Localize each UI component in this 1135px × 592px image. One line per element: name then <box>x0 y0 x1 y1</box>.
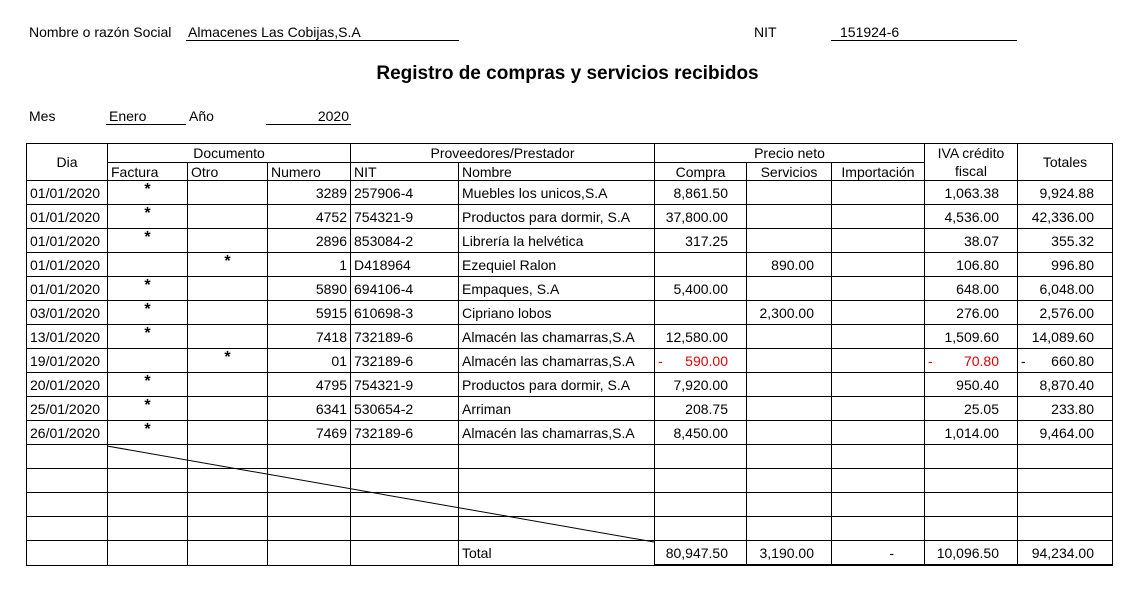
cell-total: 9,464.00 <box>1018 421 1113 445</box>
cell-importacion <box>832 349 925 373</box>
cell-servicios <box>747 349 832 373</box>
nit-underline <box>831 40 1017 41</box>
totals-label: Total <box>459 541 655 566</box>
cell-importacion <box>832 229 925 253</box>
negative-value: 660.80 <box>1051 352 1094 369</box>
cell-otro <box>188 325 268 349</box>
table-row <box>27 397 1113 421</box>
cell-total: 14,089.60 <box>1018 325 1113 349</box>
negative-sign: - <box>1021 352 1026 369</box>
month-underline <box>106 124 186 125</box>
cell-dia: 01/01/2020 <box>27 181 108 205</box>
cell-importacion <box>832 373 925 397</box>
cell-nombre: Muebles los unicos,S.A <box>459 181 655 205</box>
cell-nombre: Ezequiel Ralon <box>459 253 655 277</box>
cell-otro <box>188 373 268 397</box>
cell-servicios <box>747 205 832 229</box>
col-nombre-header: Nombre <box>459 163 655 181</box>
table-row <box>27 253 1113 277</box>
cell-numero: 01 <box>268 349 351 373</box>
cell-otro <box>188 301 268 325</box>
negative-value: 590.00 <box>685 352 728 369</box>
cell-nit: 530654-2 <box>351 397 459 421</box>
cell-nit: 257906-4 <box>351 181 459 205</box>
table-row-credit-note <box>27 349 1113 373</box>
cell-otro <box>188 277 268 301</box>
cell-total: 8,870.40 <box>1018 373 1113 397</box>
cell-dia: 13/01/2020 <box>27 325 108 349</box>
year-value: 2020 <box>317 108 349 124</box>
cell-factura: * <box>108 421 188 445</box>
totals-row <box>27 541 1113 566</box>
cell-servicios <box>747 229 832 253</box>
cell-otro <box>188 229 268 253</box>
negative-sign: - <box>928 352 933 369</box>
cell-dia: 20/01/2020 <box>27 373 108 397</box>
cell-iva: 950.40 <box>925 373 1018 397</box>
month-value: Enero <box>109 108 147 124</box>
cell-factura: * <box>108 325 188 349</box>
cell-nombre: Productos para dormir, S.A <box>459 373 655 397</box>
cell-total: 996.80 <box>1018 253 1113 277</box>
cell-iva: 4,536.00 <box>925 205 1018 229</box>
cell-importacion <box>832 277 925 301</box>
cell-factura: * <box>108 397 188 421</box>
cell-nombre: Almacén las chamarras,S.A <box>459 349 655 373</box>
cell-otro <box>188 421 268 445</box>
cell-numero: 6341 <box>268 397 351 421</box>
cell-iva: 38.07 <box>925 229 1018 253</box>
col-otro-header: Otro <box>188 163 268 181</box>
cell-numero: 7469 <box>268 421 351 445</box>
cell-factura: * <box>108 373 188 397</box>
table-row <box>27 325 1113 349</box>
cell-nombre: Cipriano lobos <box>459 301 655 325</box>
col-precio-neto-header: Precio neto <box>655 144 925 163</box>
month-label: Mes <box>29 108 56 124</box>
cell-total: 355.32 <box>1018 229 1113 253</box>
cell-servicios <box>747 397 832 421</box>
cell-nit: 694106-4 <box>351 277 459 301</box>
cell-dia: 25/01/2020 <box>27 397 108 421</box>
cell-importacion <box>832 325 925 349</box>
cell-servicios: 2,300.00 <box>747 301 832 325</box>
cell-nit: 732189-6 <box>351 349 459 373</box>
cell-otro: * <box>188 253 268 277</box>
cell-compra: 5,400.00 <box>655 277 747 301</box>
company-underline <box>186 40 459 41</box>
cell-compra <box>655 349 747 373</box>
table-row <box>27 205 1113 229</box>
cell-dia: 26/01/2020 <box>27 421 108 445</box>
cell-numero: 1 <box>268 253 351 277</box>
cell-dia: 01/01/2020 <box>27 205 108 229</box>
page-title: Registro de compras y servicios recibidos <box>376 63 759 84</box>
company-value: Almacenes Las Cobijas,S.A <box>188 24 361 40</box>
cell-iva: 1,509.60 <box>925 325 1018 349</box>
cell-nit: 610698-3 <box>351 301 459 325</box>
cell-numero: 7418 <box>268 325 351 349</box>
col-nit-header: NIT <box>351 163 459 181</box>
table-row <box>27 229 1113 253</box>
cell-servicios <box>747 325 832 349</box>
cell-nombre: Almacén las chamarras,S.A <box>459 421 655 445</box>
empty-row <box>27 493 1113 517</box>
cell-compra: 317.25 <box>655 229 747 253</box>
cell-servicios <box>747 373 832 397</box>
col-numero-header: Numero <box>268 163 351 181</box>
negative-sign: - <box>658 352 663 369</box>
cell-nombre: Librería la helvética <box>459 229 655 253</box>
col-iva-header: IVA crédito fiscal <box>925 144 1018 181</box>
col-documento-header: Documento <box>108 144 351 163</box>
cell-importacion <box>832 181 925 205</box>
col-servicios-header: Servicios <box>747 163 832 181</box>
cell-servicios <box>747 181 832 205</box>
year-underline <box>266 124 351 125</box>
negative-value: 70.80 <box>963 352 999 369</box>
cell-nombre: Arriman <box>459 397 655 421</box>
col-proveedores-header: Proveedores/Prestador <box>351 144 655 163</box>
cell-otro: * <box>188 349 268 373</box>
cell-servicios <box>747 277 832 301</box>
cell-importacion <box>832 253 925 277</box>
cell-importacion <box>832 421 925 445</box>
cell-compra: 8,861.50 <box>655 181 747 205</box>
cell-total: 42,336.00 <box>1018 205 1113 229</box>
cell-numero: 4752 <box>268 205 351 229</box>
cell-numero: 2896 <box>268 229 351 253</box>
table-row <box>27 181 1113 205</box>
cell-dia: 03/01/2020 <box>27 301 108 325</box>
total-compra: 80,947.50 <box>655 541 747 566</box>
cell-iva: 1,014.00 <box>925 421 1018 445</box>
cell-nit: 732189-6 <box>351 325 459 349</box>
cell-dia: 01/01/2020 <box>27 277 108 301</box>
cell-total: 233.80 <box>1018 397 1113 421</box>
table-row <box>27 421 1113 445</box>
cell-dia: 01/01/2020 <box>27 253 108 277</box>
cell-iva: 1,063.38 <box>925 181 1018 205</box>
cell-numero: 3289 <box>268 181 351 205</box>
table-row <box>27 373 1113 397</box>
table-row <box>27 277 1113 301</box>
cell-servicios <box>747 421 832 445</box>
cell-iva <box>925 349 1018 373</box>
empty-row <box>27 445 1113 469</box>
group-header-row <box>27 144 1113 163</box>
col-dia-header: Dia <box>27 144 108 181</box>
cell-total: 6,048.00 <box>1018 277 1113 301</box>
cell-compra: 208.75 <box>655 397 747 421</box>
total-servicios: 3,190.00 <box>747 541 832 566</box>
total-iva: 10,096.50 <box>925 541 1018 566</box>
cell-nit: 754321-9 <box>351 373 459 397</box>
year-label: Año <box>189 108 214 124</box>
purchases-register-table <box>26 143 1113 566</box>
cell-factura: * <box>108 181 188 205</box>
nit-value: 151924-6 <box>840 24 900 40</box>
cell-numero: 5890 <box>268 277 351 301</box>
cell-factura: * <box>108 229 188 253</box>
cell-compra: 12,580.00 <box>655 325 747 349</box>
company-label: Nombre o razón Social <box>29 24 172 40</box>
cell-otro <box>188 205 268 229</box>
empty-row <box>27 517 1113 541</box>
cell-otro <box>188 181 268 205</box>
col-totales-header: Totales <box>1018 144 1113 181</box>
cell-compra: 37,800.00 <box>655 205 747 229</box>
cell-dia: 19/01/2020 <box>27 349 108 373</box>
cell-total <box>1018 349 1113 373</box>
cell-nit: 732189-6 <box>351 421 459 445</box>
table-row <box>27 301 1113 325</box>
cell-numero: 4795 <box>268 373 351 397</box>
cell-importacion <box>832 301 925 325</box>
total-importacion: - <box>832 541 925 566</box>
cell-factura: * <box>108 301 188 325</box>
cell-importacion <box>832 397 925 421</box>
col-importacion-header: Importación <box>832 163 925 181</box>
cell-compra: 8,450.00 <box>655 421 747 445</box>
cell-dia: 01/01/2020 <box>27 229 108 253</box>
cell-compra <box>655 253 747 277</box>
cell-numero: 5915 <box>268 301 351 325</box>
cell-nombre: Almacén las chamarras,S.A <box>459 325 655 349</box>
cell-servicios: 890.00 <box>747 253 832 277</box>
cell-total: 2,576.00 <box>1018 301 1113 325</box>
col-factura-header: Factura <box>108 163 188 181</box>
col-compra-header: Compra <box>655 163 747 181</box>
cell-compra <box>655 301 747 325</box>
cell-nit: 853084-2 <box>351 229 459 253</box>
nit-label: NIT <box>754 24 777 40</box>
cell-otro <box>188 397 268 421</box>
cell-nit: 754321-9 <box>351 205 459 229</box>
cell-factura: * <box>108 205 188 229</box>
total-general: 94,234.00 <box>1018 541 1113 566</box>
cell-total: 9,924.88 <box>1018 181 1113 205</box>
cell-factura <box>108 253 188 277</box>
cell-nit: D418964 <box>351 253 459 277</box>
cell-iva: 25.05 <box>925 397 1018 421</box>
cell-nombre: Empaques, S.A <box>459 277 655 301</box>
cell-factura: * <box>108 277 188 301</box>
cell-compra: 7,920.00 <box>655 373 747 397</box>
empty-row <box>27 469 1113 493</box>
cell-iva: 648.00 <box>925 277 1018 301</box>
cell-factura <box>108 349 188 373</box>
cell-iva: 106.80 <box>925 253 1018 277</box>
cell-importacion <box>832 205 925 229</box>
cell-iva: 276.00 <box>925 301 1018 325</box>
cell-nombre: Productos para dormir, S.A <box>459 205 655 229</box>
